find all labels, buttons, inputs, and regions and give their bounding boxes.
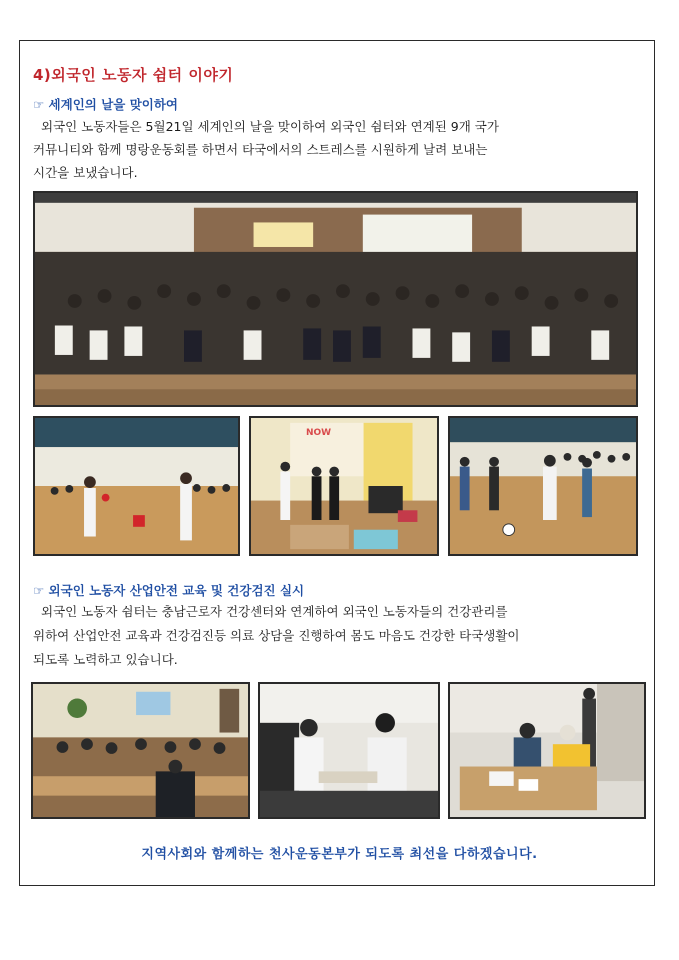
checkup-photo-1 <box>258 682 440 819</box>
world-day-line-1: 외국인 노동자들은 5월21일 세계인의 날을 맞이하여 외국인 쉼터와 연계된 9개 국가 <box>41 119 499 134</box>
world-day-heading: ☞ 세계인의 날을 맞이하여 <box>33 97 179 112</box>
section-title: 4)외국인 노동자 쉼터 이야기 <box>33 66 234 84</box>
music-photo <box>249 416 439 556</box>
safety-line-3: 되도록 노력하고 있습니다. <box>33 652 178 667</box>
game-photo-2 <box>448 416 638 556</box>
safety-line-1: 외국인 노동자 쉼터는 충남근로자 건강센터와 연계하여 외국인 노동자들의 건강관리를 <box>41 604 508 619</box>
game-photo-1 <box>33 416 240 556</box>
education-photo <box>31 682 250 819</box>
group-photo <box>33 191 638 407</box>
world-day-line-3: 시간을 보냈습니다. <box>33 165 138 180</box>
safety-line-2: 위하여 산업안전 교육과 건강검진등 의료 상담을 진행하여 몸도 마음도 건강한 타국생활이 <box>33 628 520 643</box>
checkup-photo-2 <box>448 682 646 819</box>
now-banner: NOW <box>306 428 332 438</box>
world-day-line-2: 커뮤니티와 함께 명랑운동회를 하면서 타국에서의 스트레스를 시원하게 날려 보내는 <box>33 142 488 157</box>
closing-message: 지역사회와 함께하는 천사운동본부가 되도록 최선을 다하겠습니다. <box>141 847 538 862</box>
safety-heading: ☞ 외국인 노동자 산업안전 교육 및 건강검진 실시 <box>33 583 305 598</box>
